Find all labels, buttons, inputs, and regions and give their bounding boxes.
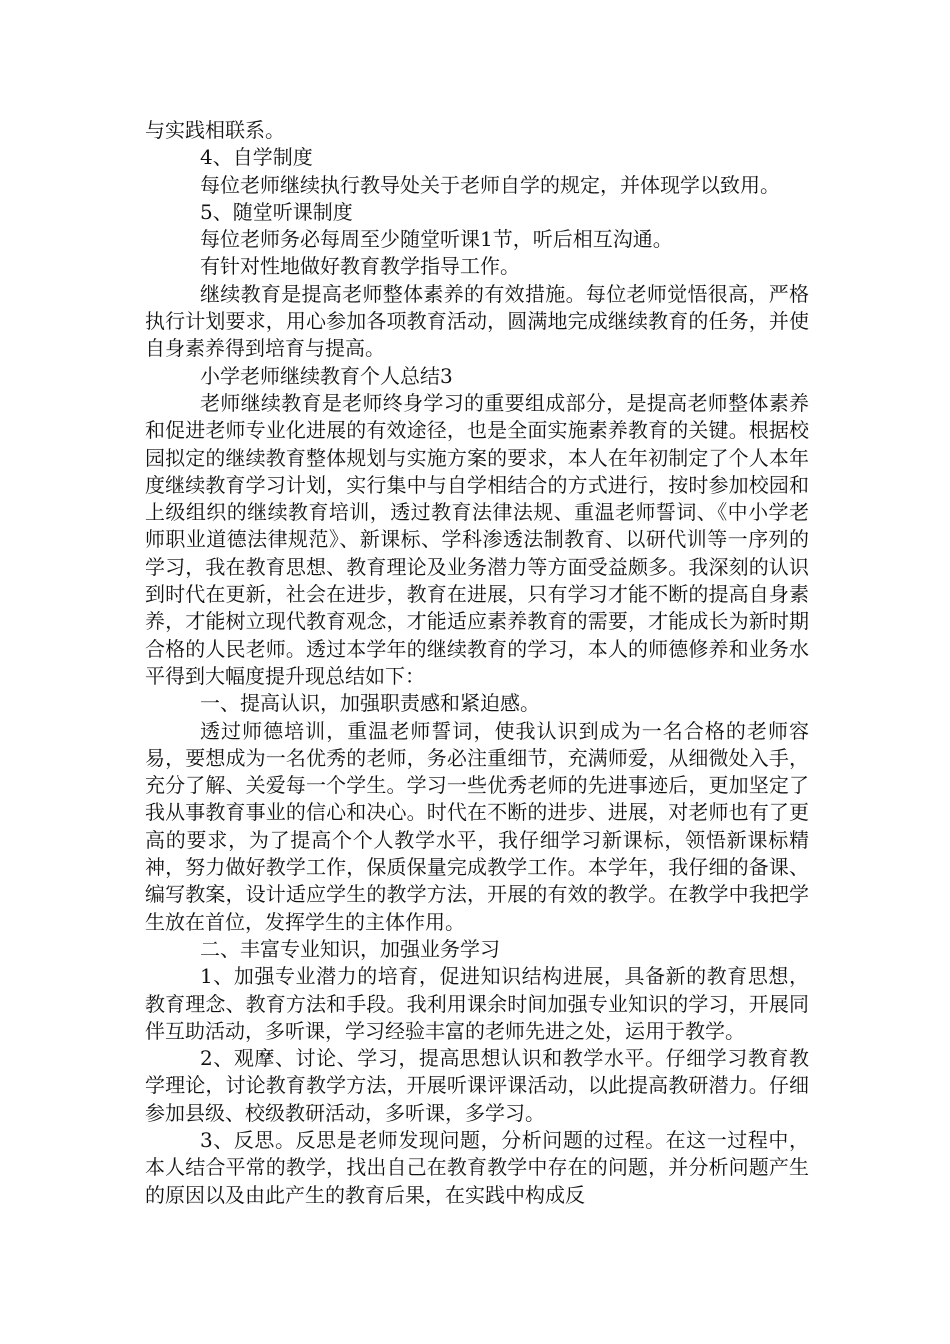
section-heading: 一、提高认识，加强职责感和紧迫感。 [200,691,540,716]
section-heading: 5、随堂听课制度 [200,199,353,224]
paragraph: 透过师德培训，重温老师誓词，使我认识到成为一名合格的老师容易，要想成为一名优秀的老师，务必注重细节，充满师爱，从细微处入手，充分了解、关爱每一个学生。学习一些优秀老师的先进事迹后，更加坚定了我从事教育事业的信心和决心。时代在不断的进步、进展，对老师也有了更高的要求，为了提高个个人教学水平，我仔细学习新课标，领悟新课标精神，努力做好教学工作，保质保量完成教学工作。本学年，我仔细的备课、编写教案，设计适应学生的教学方法，开展的有效的教学。在教学中我把学生放在首位，发挥学生的主体作用。 [145,718,809,934]
paragraph: 有针对性地做好教育教学指导工作。 [200,254,520,279]
paragraph: 每位老师务必每周至少随堂听课1节，听后相互沟通。 [200,227,673,252]
paragraph: 与实践相联系。 [145,118,285,142]
paragraph: 继续教育是提高老师整体素养的有效措施。每位老师觉悟很高，严格执行计划要求，用心参加各项教育活动，圆满地完成继续教育的任务，并使自身素养得到培育与提高。 [145,281,809,361]
document-body [145,117,809,1209]
paragraph: 1、加强专业潜力的培育，促进知识结构进展，具备新的教育思想，教育理念、教育方法和手段。我利用课余时间加强专业知识的学习，开展同伴互助活动，多听课，学习经验丰富的老师先进之处，运用于教学。 [145,964,809,1043]
article-title: 小学老师继续教育个人总结3 [200,363,453,388]
section-heading: 4、自学制度 [200,145,313,170]
paragraph: 3、反思。反思是老师发现问题，分析问题的过程。在这一过程中，本人结合平常的教学，找出自己在教育教学中存在的问题，并分析问题产生的原因以及由此产生的教育后果，在实践中构成反 [145,1127,809,1207]
paragraph: 老师继续教育是老师终身学习的重要组成部分，是提高老师整体素养和促进老师专业化进展的有效途径，也是全面实施素养教育的关键。根据校园拟定的继续教育整体规划与实施方案的要求，本人在年初制定了个人本年度继续教育学习计划，实行集中与自学相结合的方式进行，按时参加校园和上级组织的继续教育培训，透过教育法律法规、重温老师誓词、《中小学老师职业道德法律规范》、新课标、学科渗透法制教育、以研代训等一序列的学习，我在教育思想、教育理论及业务潜力等方面受益颇多。我深刻的认识到时代在更新，社会在进步，教育在进展，只有学习才能不断的提高自身素养，才能树立现代教育观念，才能适应素养教育的需要，才能成长为新时期合格的人民老师。透过本学年的继续教育的学习，本人的师德修养和业务水平得到大幅度提升现总结如下： [145,390,809,688]
section-heading: 二、丰富专业知识，加强业务学习 [200,936,500,961]
paragraph: 2、观摩、讨论、学习，提高思想认识和教学水平。仔细学习教育教学理论，讨论教育教学方法，开展听课评课活动，以此提高教研潜力。仔细参加县级、校级教研活动，多听课，多学习。 [145,1046,809,1125]
paragraph: 每位老师继续执行教导处关于老师自学的规定，并体现学以致用。 [200,172,780,197]
